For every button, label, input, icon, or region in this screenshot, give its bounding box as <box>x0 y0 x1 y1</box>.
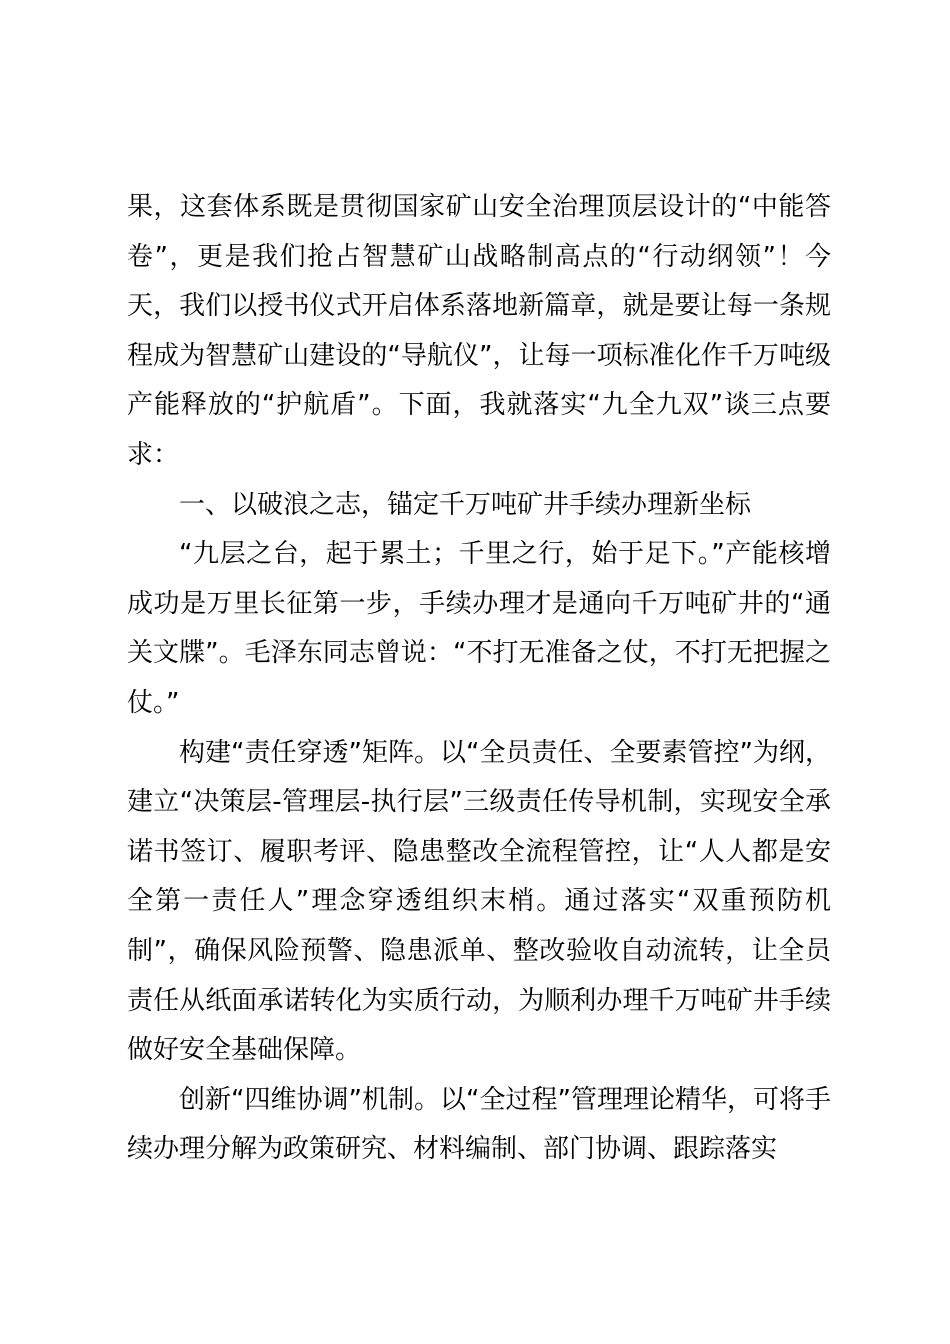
paragraph-quote-intro: “九层之台，起于累土；千里之行，始于足下。”产能核增成功是万里长征第一步，手续办理才是通向千万吨矿井的“通关文牒”。毛泽东同志曾说：“不打无准备之仗，不打无把握之仗。” <box>127 539 831 718</box>
paragraph-responsibility-matrix: 构建“责任穿透”矩阵。以“全员责任、全要素管控”为纲，建立“决策层-管理层-执行层”三级责任传导机制，实现安全承诺书签订、履职考评、隐患整改全流程管控，让“人人都是安全第一责任人”理念穿透组织末梢。通过落实“双重预防机制”，确保风险预警、隐患派单、整改验收自动流转，让全员责任从纸面承诺转化为实质行动，为顺利办理千万吨矿井手续做好安全基础保障。 <box>127 737 831 1066</box>
section-heading-one: 一、以破浪之志，锚定千万吨矿井手续办理新坐标 <box>179 489 752 520</box>
paragraph-coordination-mechanism: 创新“四维协调”机制。以“全过程”管理理论精华，可将手续办理分解为政策研究、材料编制、部门协调、跟踪落实 <box>127 1084 831 1165</box>
paragraph-continuation: 果，这套体系既是贯彻国家矿山安全治理顶层设计的“中能答卷”，更是我们抢占智慧矿山战略制高点的“行动纲领”！今天，我们以授书仪式开启体系落地新篇章，就是要让每一条规程成为智慧矿山建设的“导航仪”，让每一项标准化作千万吨级产能释放的“护航盾”。下面，我就落实“九全九双”谈三点要求： <box>127 192 831 470</box>
document-body <box>127 183 831 1175</box>
